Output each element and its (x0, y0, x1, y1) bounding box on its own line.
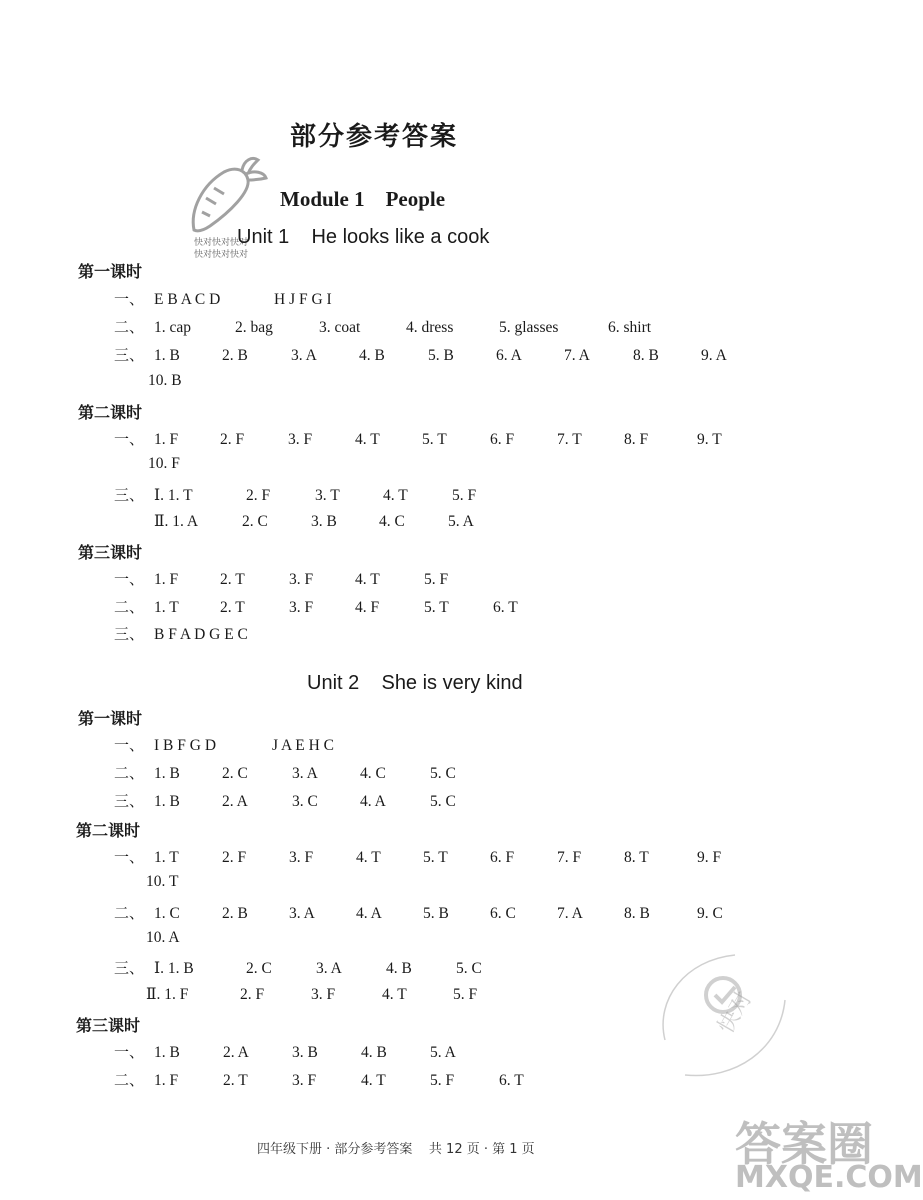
answer-item: 8. T (624, 849, 649, 866)
answer-item: 3. A (316, 960, 342, 977)
answer-item: 2. F (220, 431, 245, 448)
answer-row (114, 596, 518, 617)
answer-row (146, 873, 178, 891)
answer-item: 8. B (633, 347, 659, 364)
answer-item: 1. cap (154, 319, 192, 336)
answer-item: 5. F (424, 571, 449, 588)
answer-row (114, 902, 723, 923)
answer-item: 5. A (448, 513, 474, 530)
answer-item: 10. F (148, 455, 180, 472)
row-label: 三、 (114, 625, 145, 643)
row-label: 三、 (114, 959, 145, 977)
lesson-title: 第二课时 (78, 403, 143, 422)
answer-item: 1. B (154, 347, 180, 364)
answer-item: 4. T (361, 1072, 386, 1089)
answer-item: 5. T (422, 431, 447, 448)
answer-item: 3. F (289, 571, 314, 588)
answer-item: 2. C (242, 513, 268, 530)
answer-item: 7. F (557, 849, 582, 866)
answer-item: 4. dress (406, 319, 454, 336)
answer-item: 3. C (292, 793, 318, 810)
answer-item: 6. A (496, 347, 522, 364)
answer-item: 4. T (382, 986, 407, 1003)
answer-item: 2. F (240, 986, 265, 1003)
answer-row (114, 790, 456, 811)
answer-row (114, 1069, 524, 1090)
row-label: 二、 (114, 598, 145, 616)
seal-watermark-icon (645, 940, 795, 1090)
answer-item: 3. B (292, 1044, 318, 1061)
answer-item: 3. F (311, 986, 336, 1003)
row-label: 一、 (114, 1043, 145, 1061)
answer-item: 9. T (697, 431, 722, 448)
answer-item: 2. F (222, 849, 247, 866)
answer-item: I B F G D (154, 737, 217, 754)
row-label: 二、 (114, 904, 145, 922)
answer-item: 8. B (624, 905, 650, 922)
row-label: 三、 (114, 792, 145, 810)
answer-row (114, 288, 332, 309)
answer-item: 2. bag (235, 319, 273, 336)
unit-1-heading: Unit 1 He looks like a cook (237, 226, 490, 248)
answer-item: 2. T (223, 1072, 248, 1089)
answer-item: 2. T (220, 599, 245, 616)
answer-item: 3. F (289, 599, 314, 616)
row-label: 二、 (114, 1071, 145, 1089)
answer-row (114, 1041, 456, 1062)
unit-2-heading: Unit 2 She is very kind (307, 672, 523, 694)
answer-row (114, 568, 448, 589)
answer-item: 3. F (288, 431, 313, 448)
answer-item: 5. glasses (499, 319, 559, 336)
answer-item: 6. T (499, 1072, 524, 1089)
lesson-title: 第三课时 (78, 543, 143, 562)
answer-item: 4. C (360, 765, 386, 782)
answer-item: 6. F (490, 849, 515, 866)
answer-row (146, 985, 477, 1004)
row-label: 一、 (114, 736, 145, 754)
answer-row (148, 372, 182, 390)
lesson-title: 第三课时 (76, 1016, 141, 1035)
answer-item: 5. A (430, 1044, 456, 1061)
answer-item: 6. C (490, 905, 516, 922)
corner-logo: 答案圈 (735, 1117, 873, 1171)
answer-item: 1. F (154, 1072, 179, 1089)
answer-item: 5. F (453, 986, 478, 1003)
answer-item: 1. B (154, 793, 180, 810)
answer-row (114, 428, 722, 449)
answer-item: 5. T (424, 599, 449, 616)
page-title: 部分参考答案 (290, 122, 459, 152)
answer-item: 1. B (154, 765, 180, 782)
answer-item: 4. T (356, 849, 381, 866)
answer-item: Ⅱ. 1. A (154, 513, 199, 530)
answer-item: 4. A (360, 793, 386, 810)
answer-item: 7. T (557, 431, 582, 448)
answer-item: 9. F (697, 849, 722, 866)
answer-item: 4. A (356, 905, 382, 922)
answer-item: 2. B (222, 347, 248, 364)
answer-item: 2. B (222, 905, 248, 922)
answer-item: 3. F (292, 1072, 317, 1089)
watermark-small-text-1: 快对快对快对 (194, 238, 249, 248)
answer-item: 4. B (386, 960, 412, 977)
answer-item: 5. B (423, 905, 449, 922)
answer-row (154, 512, 474, 531)
answer-row (114, 344, 727, 365)
answer-row (114, 316, 651, 337)
answer-item: 5. T (423, 849, 448, 866)
answer-row (114, 734, 334, 755)
answer-item: 2. A (223, 1044, 249, 1061)
answer-item: 5. C (430, 793, 456, 810)
answer-item: 4. F (355, 599, 380, 616)
answer-item: 4. C (379, 513, 405, 530)
answer-item: 7. A (557, 905, 583, 922)
answer-item: 6. shirt (608, 319, 652, 336)
answer-row (114, 623, 248, 644)
module-heading: Module 1 People (280, 187, 446, 211)
answer-item: 4. B (361, 1044, 387, 1061)
answer-item: B F A D G E C (154, 626, 248, 643)
seal-watermark-text: 快对 (713, 987, 758, 1038)
answer-item: 5. F (452, 487, 477, 504)
answer-item: 3. coat (319, 319, 361, 336)
answer-row (114, 846, 721, 867)
answer-item: 4. T (355, 571, 380, 588)
answer-item: 10. B (148, 372, 182, 389)
corner-url: MXQE.COM (735, 1160, 923, 1195)
answer-item: 9. A (701, 347, 727, 364)
answer-item: 3. A (289, 905, 315, 922)
answer-item: 1. B (154, 1044, 180, 1061)
answer-item: E B A C D (154, 291, 221, 308)
answer-item: 1. F (154, 571, 179, 588)
lesson-title: 第一课时 (78, 262, 143, 281)
answer-item: 10. T (146, 873, 179, 890)
answer-item: 5. B (428, 347, 454, 364)
answer-item: Ⅰ. 1. T (154, 487, 193, 504)
answer-item: 2. F (246, 487, 271, 504)
answer-item: 3. T (315, 487, 340, 504)
answer-item: 1. T (154, 849, 179, 866)
answer-item: 3. A (292, 765, 318, 782)
answer-row (146, 929, 180, 947)
answer-item: 6. T (493, 599, 518, 616)
answer-item: 5. C (456, 960, 482, 977)
answer-item: 4. T (383, 487, 408, 504)
row-label: 二、 (114, 318, 145, 336)
answer-item: 3. F (289, 849, 314, 866)
row-label: 三、 (114, 486, 145, 504)
answer-row (148, 455, 180, 473)
answer-item: J A E H C (272, 737, 335, 754)
answer-item: 1. F (154, 431, 179, 448)
answer-row (114, 484, 476, 505)
row-label: 一、 (114, 848, 145, 866)
answer-item: 10. A (146, 929, 180, 946)
row-label: 一、 (114, 290, 145, 308)
answer-item: Ⅰ. 1. B (154, 960, 194, 977)
answer-item: H J F G I (274, 291, 332, 308)
answer-item: 4. T (355, 431, 380, 448)
answer-item: 3. A (291, 347, 317, 364)
lesson-title: 第一课时 (78, 709, 143, 728)
row-label: 一、 (114, 570, 145, 588)
row-label: 三、 (114, 346, 145, 364)
answer-item: 5. C (430, 765, 456, 782)
answer-item: 9. C (697, 905, 723, 922)
page-footer: 四年级下册 · 部分参考答案 共 12 页 · 第 1 页 (257, 1142, 535, 1157)
answer-item: Ⅱ. 1. F (146, 986, 189, 1003)
answer-row (114, 957, 482, 978)
answer-item: 7. A (564, 347, 590, 364)
answer-item: 2. C (246, 960, 272, 977)
lesson-title: 第二课时 (76, 821, 141, 840)
answer-item: 1. C (154, 905, 180, 922)
answer-item: 1. T (154, 599, 179, 616)
answer-item: 8. F (624, 431, 649, 448)
answer-item: 3. B (311, 513, 337, 530)
answer-item: 6. F (490, 431, 515, 448)
answer-item: 2. C (222, 765, 248, 782)
answer-item: 4. B (359, 347, 385, 364)
row-label: 一、 (114, 430, 145, 448)
answer-row (114, 762, 456, 783)
answer-item: 2. A (222, 793, 248, 810)
answer-item: 2. T (220, 571, 245, 588)
row-label: 二、 (114, 764, 145, 782)
answer-item: 5. F (430, 1072, 455, 1089)
watermark-small-text-2: 快对快对快对 (194, 250, 249, 260)
